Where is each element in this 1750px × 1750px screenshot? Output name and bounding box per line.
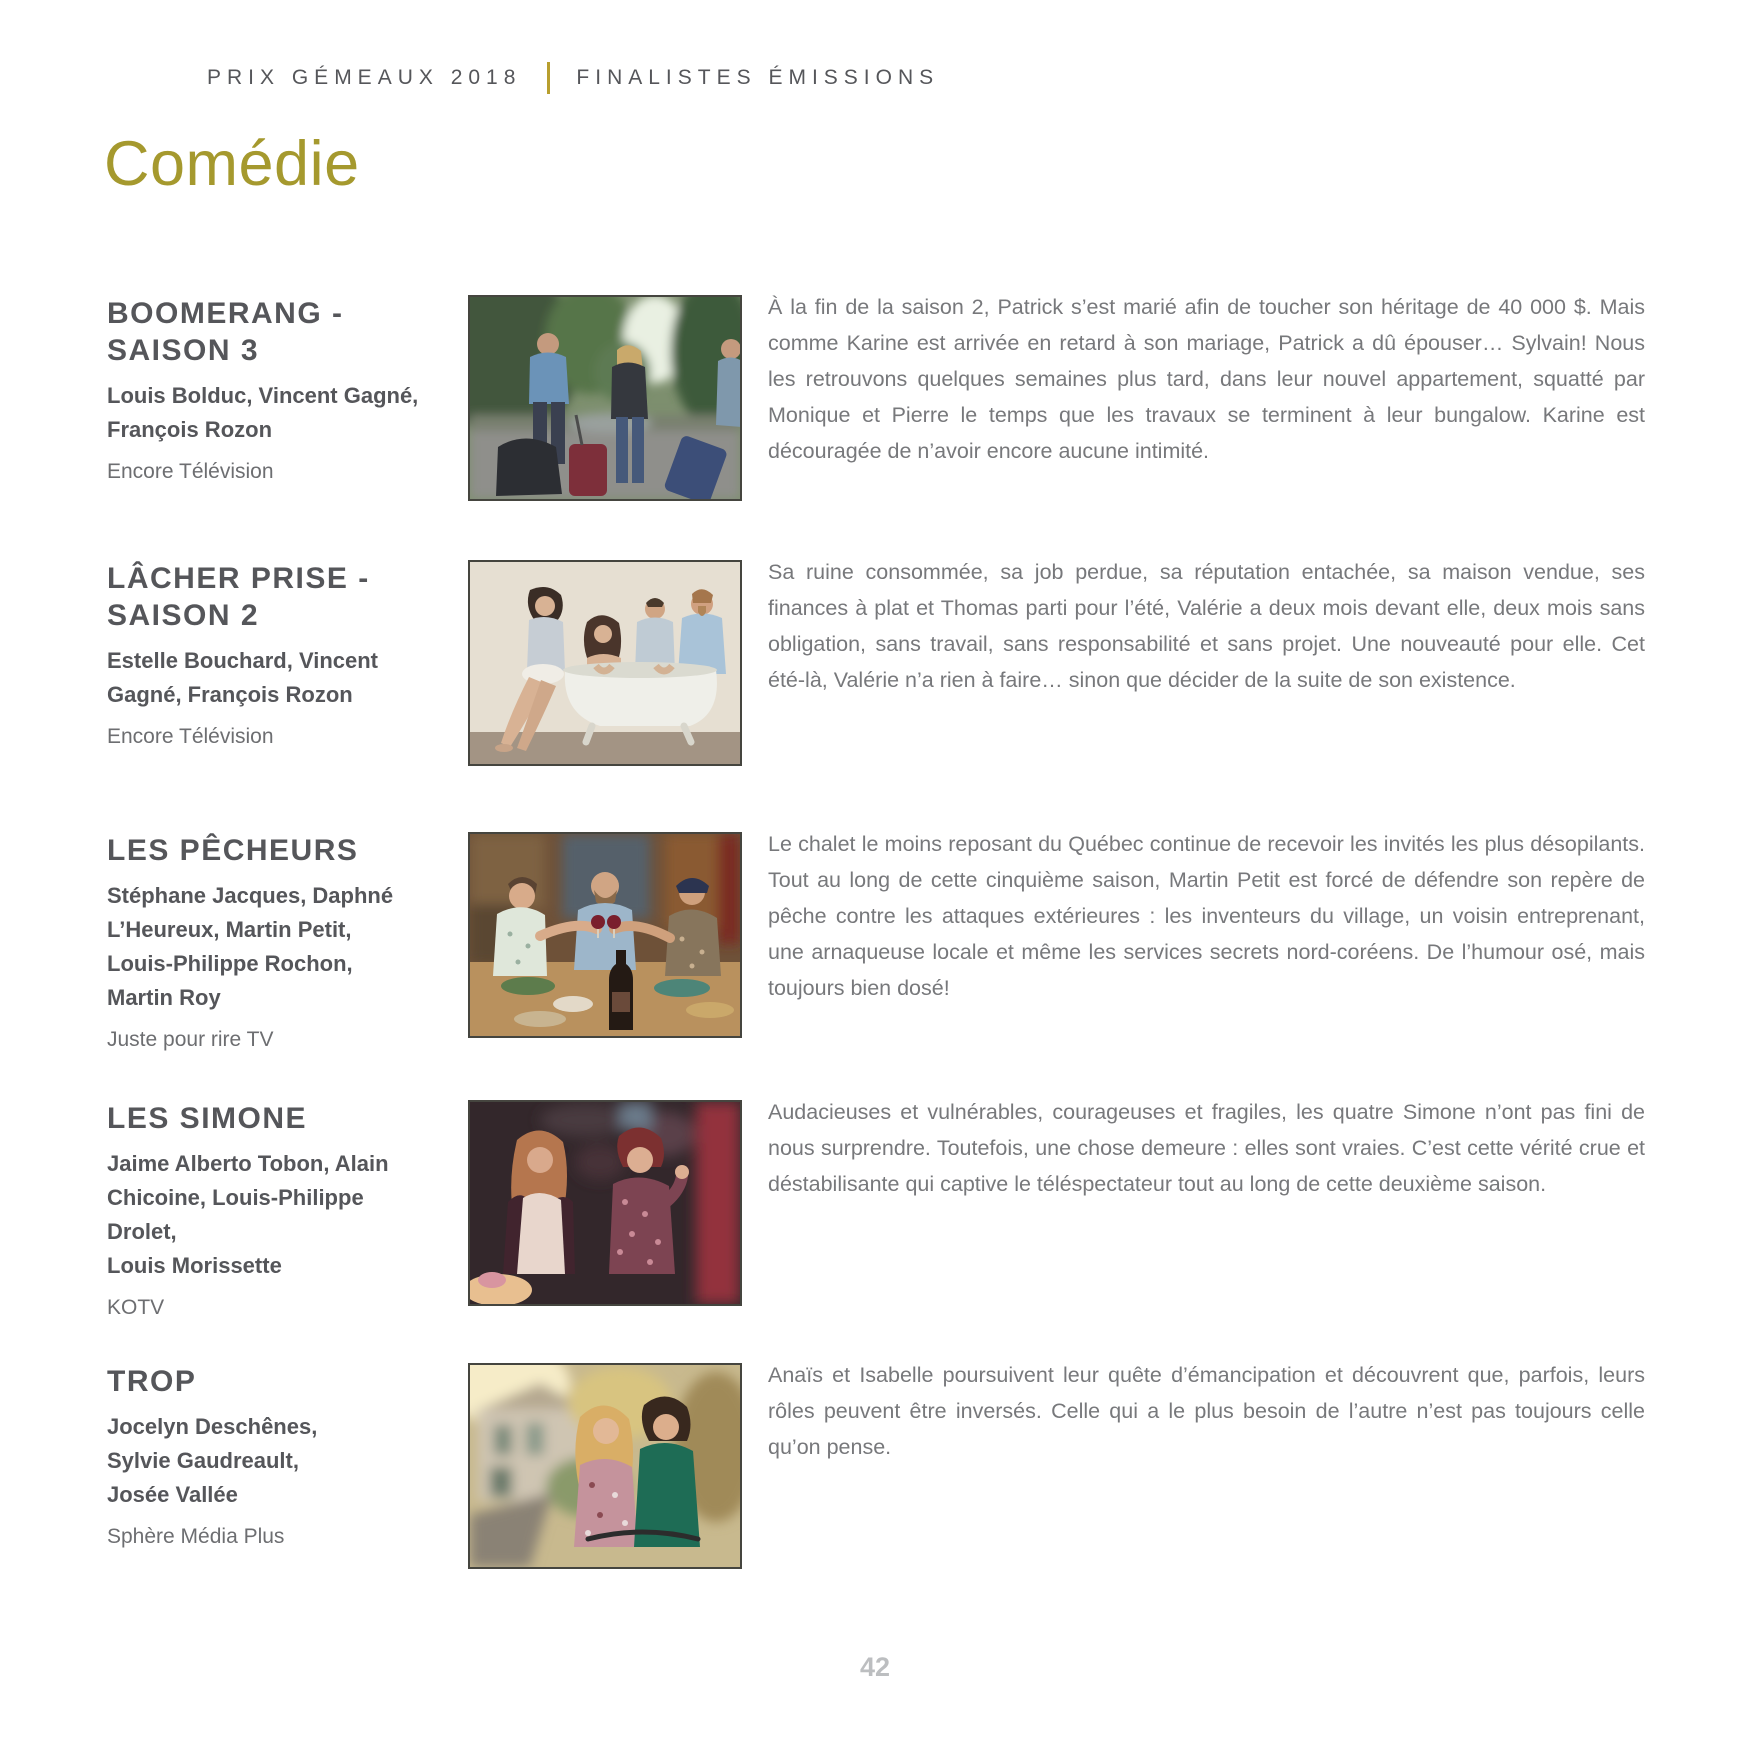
- entry-info: [107, 1100, 419, 1323]
- header-separator: [547, 62, 550, 94]
- entry-description: Sa ruine consommée, sa job perdue, sa réputation entachée, sa maison vendue, ses finances à plat et Thomas parti pour l’été, Valérie a deux mois devant elle, deux mois sans obligation, sans travail, sans responsabilité et sans projet. Une nouveauté pour elle. Cet été-là, Valérie n’a rien à faire… sinon que décider de la suite de son existence.: [768, 560, 1645, 692]
- boomerang-thumbnail-image: [468, 295, 742, 501]
- entry-network: KOTV: [107, 1296, 165, 1319]
- entry-boomerang-saison-3: [107, 295, 1645, 501]
- entry-producers: Louis Bolduc, Vincent Gagné, François Rozon: [107, 383, 419, 442]
- entry-les-simone: [107, 1100, 1645, 1323]
- page-header: [207, 62, 939, 94]
- entry-network: Sphère Média Plus: [107, 1525, 285, 1548]
- entry-info: [107, 295, 419, 487]
- lacher-prise-thumbnail-image: [468, 560, 742, 766]
- trop-dark-haired-woman: [634, 1396, 700, 1547]
- header-section-label: FINALISTES ÉMISSIONS: [576, 66, 940, 89]
- entry-title: BOOMERANG - SAISON 3: [107, 297, 344, 367]
- entry-description: Anaïs et Isabelle poursuivent leur quête d’émancipation et découvrent que, parfois, leurs rôles peuvent être inversés. Celle qui a le plus besoin de l’autre n’est pas toujours celle qu’on pense.: [768, 1363, 1645, 1459]
- entry-network: Encore Télévision: [107, 460, 274, 483]
- entry-lacher-prise-saison-2: [107, 560, 1645, 766]
- entry-info: [107, 1363, 419, 1552]
- entry-network: Encore Télévision: [107, 725, 274, 748]
- entry-info: [107, 832, 419, 1055]
- entry-description: À la fin de la saison 2, Patrick s’est marié afin de toucher son héritage de 40 000 $. Mais comme Karine est arrivée en retard à son mariage, Patrick a dû épouser… Sylvain! Nous les retrouvons quelques semaines plus tard, dans leur nouvel appartement, squatté par Monique et Pierre le temps que les travaux se terminent à leur bungalow. Karine est découragée de n’avoir encore aucune intimité.: [768, 295, 1645, 463]
- entry-title: TROP: [107, 1365, 197, 1398]
- entry-producers: Estelle Bouchard, Vincent Gagné, François Rozon: [107, 648, 379, 707]
- entry-producers: Jaime Alberto Tobon, Alain Chicoine, Louis-Philippe Drolet, Louis Morissette: [107, 1151, 389, 1278]
- entry-les-pecheurs: [107, 832, 1645, 1055]
- entry-producers: Jocelyn Deschênes, Sylvie Gaudreault, Josée Vallée: [107, 1414, 318, 1507]
- entry-producers: Stéphane Jacques, Daphné L’Heureux, Martin Petit, Louis-Philippe Rochon, Martin Roy: [107, 883, 394, 1010]
- les-pecheurs-thumbnail-image: [468, 832, 742, 1038]
- entry-title: LES SIMONE: [107, 1102, 308, 1135]
- entry-title: LES PÊCHEURS: [107, 834, 359, 867]
- entry-trop: [107, 1363, 1645, 1569]
- category-title: Comédie: [104, 129, 360, 199]
- entry-title: LÂCHER PRISE - SAISON 2: [107, 562, 370, 632]
- entry-info: [107, 560, 419, 752]
- page-number: 42: [859, 1652, 891, 1682]
- les-simone-thumbnail-image: [468, 1100, 742, 1306]
- entry-network: Juste pour rire TV: [107, 1028, 274, 1051]
- entry-description: Audacieuses et vulnérables, courageuses et fragiles, les quatre Simone n’ont pas fini de nous surprendre. Toutefois, une chose demeure : elles sont vraies. C’est cette vérité crue et déstabilisante qui captive le téléspectateur tout au long de cette deuxième saison.: [768, 1100, 1645, 1196]
- entry-description: Le chalet le moins reposant du Québec continue de recevoir les invités les plus désopilants. Tout au long de cette cinquième saison, Martin Petit est forcé de défendre son repère de pêche contre les attaques extérieures : les inventeurs du village, un voisin entreprenant, une arnaqueuse locale et même les services secrets nord-coréens. De l’humour osé, mais toujours bien dosé!: [768, 832, 1645, 1000]
- header-event-title: PRIX GÉMEAUX 2018: [207, 66, 522, 89]
- trop-blonde-woman: [574, 1405, 638, 1547]
- trop-thumbnail-image: [468, 1363, 742, 1569]
